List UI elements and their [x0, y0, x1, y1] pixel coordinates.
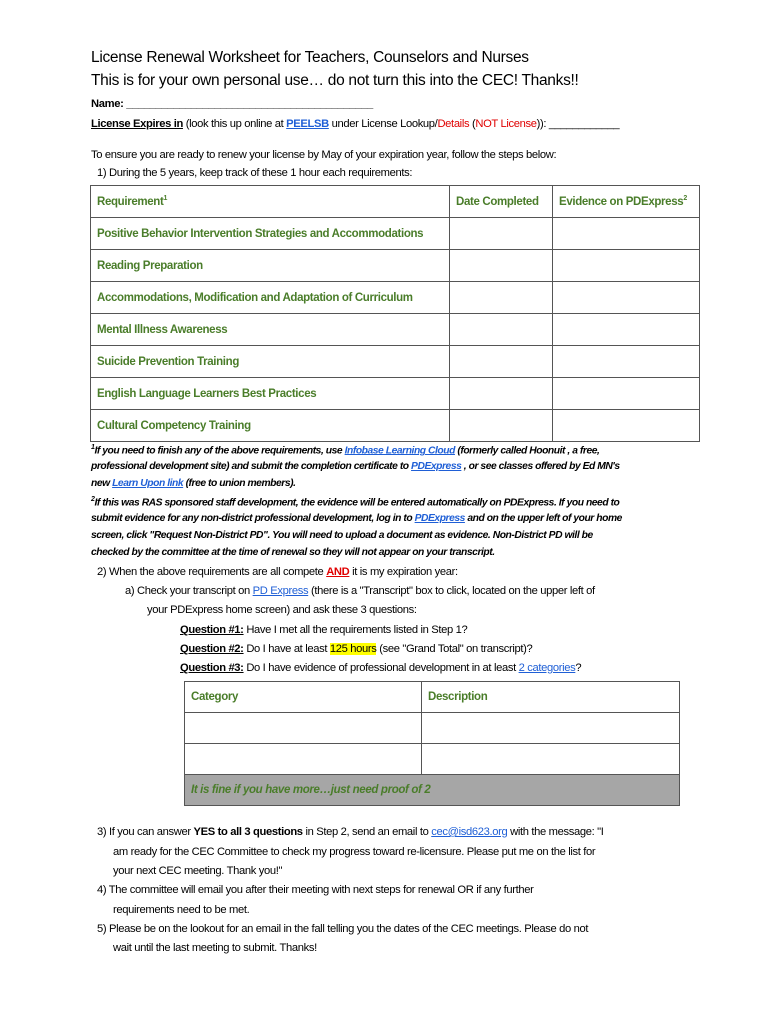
step-1: 1) During the 5 years, keep track of these 1 hour each requirements:	[97, 167, 413, 179]
category-cell[interactable]	[185, 713, 422, 744]
requirement-name: Reading Preparation	[91, 250, 450, 282]
evidence-cell[interactable]	[553, 410, 700, 442]
question-1: Question #1: Have I met all the requirements listed in Step 1?	[180, 624, 468, 636]
name-row	[91, 98, 373, 110]
peelsb-link[interactable]: PEELSB	[286, 118, 329, 130]
evidence-cell[interactable]	[553, 218, 700, 250]
requirement-name: Mental Illness Awareness	[91, 314, 450, 346]
expires-blank: )): ____________	[536, 118, 620, 130]
step-5-line-2: wait until the last meeting to submit. Thanks!	[113, 942, 317, 954]
evidence-cell[interactable]	[553, 346, 700, 378]
footnote-1-line-1: $^1$If you need to finish any of the above requirements, use Infobase Learning Cloud (formerly called Hoonuit , a free,	[91, 444, 600, 457]
footnote-2-line-4: checked by the committee at the time of renewal so they will not appear on your transcript.	[91, 547, 495, 558]
name-blank: __________________________________________	[126, 98, 373, 110]
pdexpress-link[interactable]: PDExpress	[414, 513, 465, 524]
category-table	[184, 681, 680, 806]
category-note: It is fine if you have more…just need proof of 2	[185, 775, 680, 806]
date-cell[interactable]	[450, 314, 553, 346]
license-expires-label: License Expires in	[91, 118, 183, 130]
requirement-name: Accommodations, Modification and Adaptation of Curriculum	[91, 282, 450, 314]
cec-email-link[interactable]: cec@isd623.org	[431, 826, 508, 838]
learn-upon-link[interactable]: Learn Upon link	[112, 478, 184, 489]
step-2: 2) When the above requirements are all compete AND it is my expiration year:	[97, 566, 458, 578]
table-row	[91, 282, 700, 314]
evidence-cell[interactable]	[553, 250, 700, 282]
category-cell[interactable]	[185, 744, 422, 775]
header-evidence: Evidence on PDExpress$^2$	[553, 186, 700, 218]
table-row	[185, 713, 680, 744]
pdexpress-link[interactable]: PDExpress	[411, 461, 462, 472]
footnote-2-line-3: screen, click "Request Non-District PD". You will need to upload a document as evidence. Non-District PD will be	[91, 530, 593, 541]
categories-link[interactable]: 2 categories	[518, 662, 576, 674]
requirement-name: Positive Behavior Intervention Strategies and Accommodations	[91, 218, 450, 250]
description-cell[interactable]	[422, 713, 680, 744]
date-cell[interactable]	[450, 378, 553, 410]
header-requirement: Requirement$^1$	[91, 186, 450, 218]
step-3-line-2: am ready for the CEC Committee to check my progress toward re-licensure. Please put me on the list for	[113, 846, 596, 858]
hours-highlight: 125 hours	[329, 643, 377, 655]
intro-text: To ensure you are ready to renew your license by May of your expiration year, follow the steps below:	[91, 149, 557, 161]
date-cell[interactable]	[450, 410, 553, 442]
step-4-line-2: requirements need to be met.	[113, 904, 250, 916]
license-expires-row	[91, 118, 619, 130]
question-3: Question #3: Do I have evidence of professional development in at least 2 categories?	[180, 662, 582, 674]
question-2: Question #2: Do I have at least 125 hours (see "Grand Total" on transcript)?	[180, 643, 533, 655]
date-cell[interactable]	[450, 282, 553, 314]
table-row	[91, 218, 700, 250]
not-license-text: NOT License	[475, 118, 537, 130]
requirement-name: English Language Learners Best Practices	[91, 378, 450, 410]
evidence-cell[interactable]	[553, 282, 700, 314]
step-3-line-1: 3) If you can answer YES to all 3 questions in Step 2, send an email to cec@isd623.org with the message: "I	[97, 826, 604, 838]
table-row	[91, 346, 700, 378]
requirements-table	[90, 185, 700, 442]
header-category: Category	[185, 682, 422, 713]
table-row	[185, 744, 680, 775]
footnote-2-line-1: $^2$If this was RAS sponsored staff development, the evidence will be entered automatically on PDExpress. If you need to	[91, 496, 620, 509]
step-2a-line-2: your PDExpress home screen) and ask these 3 questions:	[147, 604, 417, 616]
table-row	[91, 314, 700, 346]
evidence-cell[interactable]	[553, 378, 700, 410]
date-cell[interactable]	[450, 346, 553, 378]
expires-text: (	[469, 118, 476, 130]
requirement-name: Suicide Prevention Training	[91, 346, 450, 378]
table-row	[91, 410, 700, 442]
infobase-link[interactable]: Infobase Learning Cloud	[344, 445, 455, 457]
table-row	[91, 378, 700, 410]
header-date-completed: Date Completed	[450, 186, 553, 218]
evidence-cell[interactable]	[553, 314, 700, 346]
date-cell[interactable]	[450, 218, 553, 250]
details-text: Details	[437, 118, 470, 130]
footnote-1-line-3: new Learn Upon link (free to union members).	[91, 478, 296, 489]
expires-text: (look this up online at	[182, 118, 287, 130]
description-cell[interactable]	[422, 744, 680, 775]
title-line-1: License Renewal Worksheet for Teachers, Counselors and Nurses	[91, 49, 529, 66]
table-row	[91, 250, 700, 282]
pd-express-link[interactable]: PD Express	[252, 585, 309, 597]
date-cell[interactable]	[450, 250, 553, 282]
table-row	[185, 775, 680, 806]
step-5-line-1: 5) Please be on the lookout for an email in the fall telling you the dates of the CEC meetings. Please do not	[97, 923, 589, 935]
expires-text: under License Lookup/	[328, 118, 438, 130]
footnote-2-line-2: submit evidence for any non-district professional development, log in to PDExpress and on the upper left of your home	[91, 513, 622, 524]
table-header-row	[185, 682, 680, 713]
step-4-line-1: 4) The committee will email you after their meeting with next steps for renewal OR if any further	[97, 884, 534, 896]
and-text: AND	[326, 566, 350, 578]
step-2a-line-1: a) Check your transcript on PD Express (there is a "Transcript" box to click, located on the upper left of	[125, 585, 595, 597]
title-line-2: This is for your own personal use… do not turn this into the CEC! Thanks!!	[91, 72, 579, 89]
name-label: Name:	[91, 98, 124, 110]
requirement-name: Cultural Competency Training	[91, 410, 450, 442]
step-3-line-3: your next CEC meeting. Thank you!"	[113, 865, 283, 877]
table-header-row	[91, 186, 700, 218]
footnote-1-line-2: professional development site) and submit the completion certificate to PDExpress , or see classes offered by Ed MN's	[91, 461, 620, 472]
header-description: Description	[422, 682, 680, 713]
